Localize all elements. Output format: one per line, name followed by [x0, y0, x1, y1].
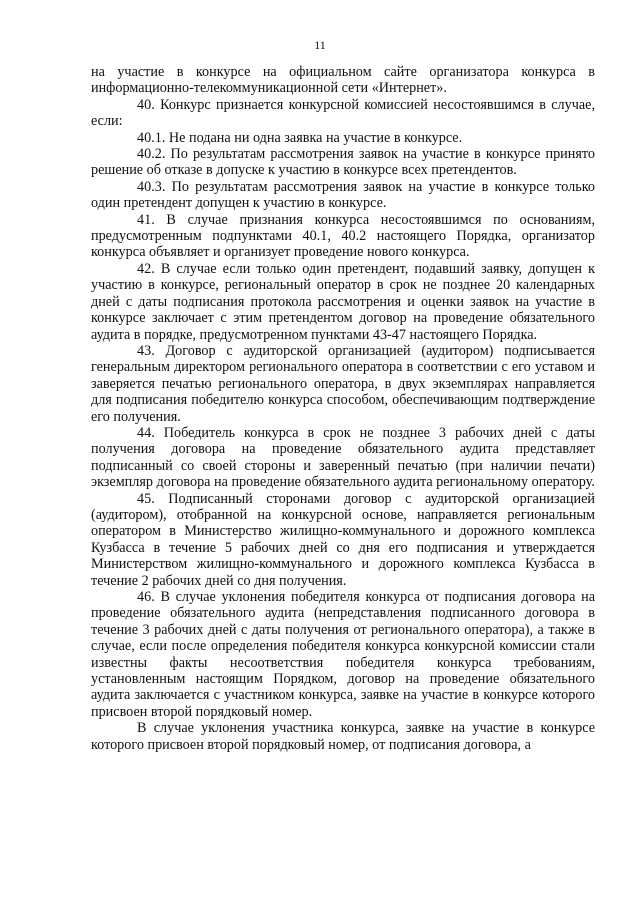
paragraph-continuation: на участие в конкурсе на официальном сайте организатора конкурса в информационно-телекоммуникационной сети «Интернет».	[91, 64, 595, 97]
page-number: 11	[314, 38, 326, 52]
paragraph-41: 41. В случае признания конкурса несостоявшимся по основаниям, предусмотренным подпунктами 40.1, 40.2 настоящего Порядка, организатор конкурса объявляет и организует проведение нового конкурса.	[91, 211, 595, 261]
paragraph-44: 44. Победитель конкурса в срок не позднее 3 рабочих дней с даты получения договора на проведение обязательного аудита представляет подписанный со своей стороны и заверенный печатью (при наличии печати) экземпляр договора на проведение обязательного аудита региональному оператору.	[91, 424, 595, 491]
paragraph-45: 45. Подписанный сторонами договор с аудиторской организацией (аудитором), отобранной на конкурсной основе, направляется региональным оператором в Министерство жилищно-коммунального и дорожного комплекса Кузбасса в течение 5 рабочих дней со дня его подписания и утверждается Министерством жилищно-коммунального и дорожного комплекса Кузбасса в течение 2 рабочих дней со дня получения.	[91, 490, 595, 589]
paragraph-40-2: 40.2. По результатам рассмотрения заявок на участие в конкурсе принято решение об отказе в допуске к участию в конкурсе всех претендентов.	[91, 146, 595, 179]
paragraph-40-1: 40.1. Не подана ни одна заявка на участие в конкурсе.	[137, 129, 463, 146]
document-body	[91, 64, 595, 753]
paragraph-46-continued: В случае уклонения участника конкурса, заявке на участие в конкурсе которого присвоен второй порядковый номер, от подписания договора, а	[91, 720, 595, 753]
paragraph-46: 46. В случае уклонения победителя конкурса от подписания договора на проведение обязательного аудита (непредставления подписанного договора в течение 3 рабочих дней с даты получения от регионального оператора), а также в случае, если после определения победителя конкурса конкурсной комиссии стали известны факты несоответствия победителя конкурса требованиям, установленным настоящим Порядком, договор на проведение обязательного аудита заключается с участником конкурса, заявке на участие в конкурсе которого присвоен второй порядковый номер.	[91, 589, 595, 720]
paragraph-40: 40. Конкурс признается конкурсной комиссией несостоявшимся в случае, если:	[91, 96, 595, 130]
paragraph-43: 43. Договор с аудиторской организацией (аудитором) подписывается генеральным директором регионального оператора в соответствии с его уставом и заверяется печатью регионального оператора, в двух экземплярах направляется для подписания победителю конкурса способом, обеспечивающим подтверждение его получения.	[91, 342, 595, 425]
paragraph-40-3: 40.3. По результатам рассмотрения заявок на участие в конкурсе только один претендент допущен к участию в конкурсе.	[91, 178, 595, 212]
paragraph-42: 42. В случае если только один претендент, подавший заявку, допущен к участию в конкурсе, региональный оператор в срок не позднее 20 календарных дней с даты подписания протокола рассмотрения и оценки заявок на участие в конкурсе заключает с этим претендентом договор на проведение обязательного аудита в порядке, предусмотренном пунктами 43-47 настоящего Порядка.	[91, 260, 595, 343]
